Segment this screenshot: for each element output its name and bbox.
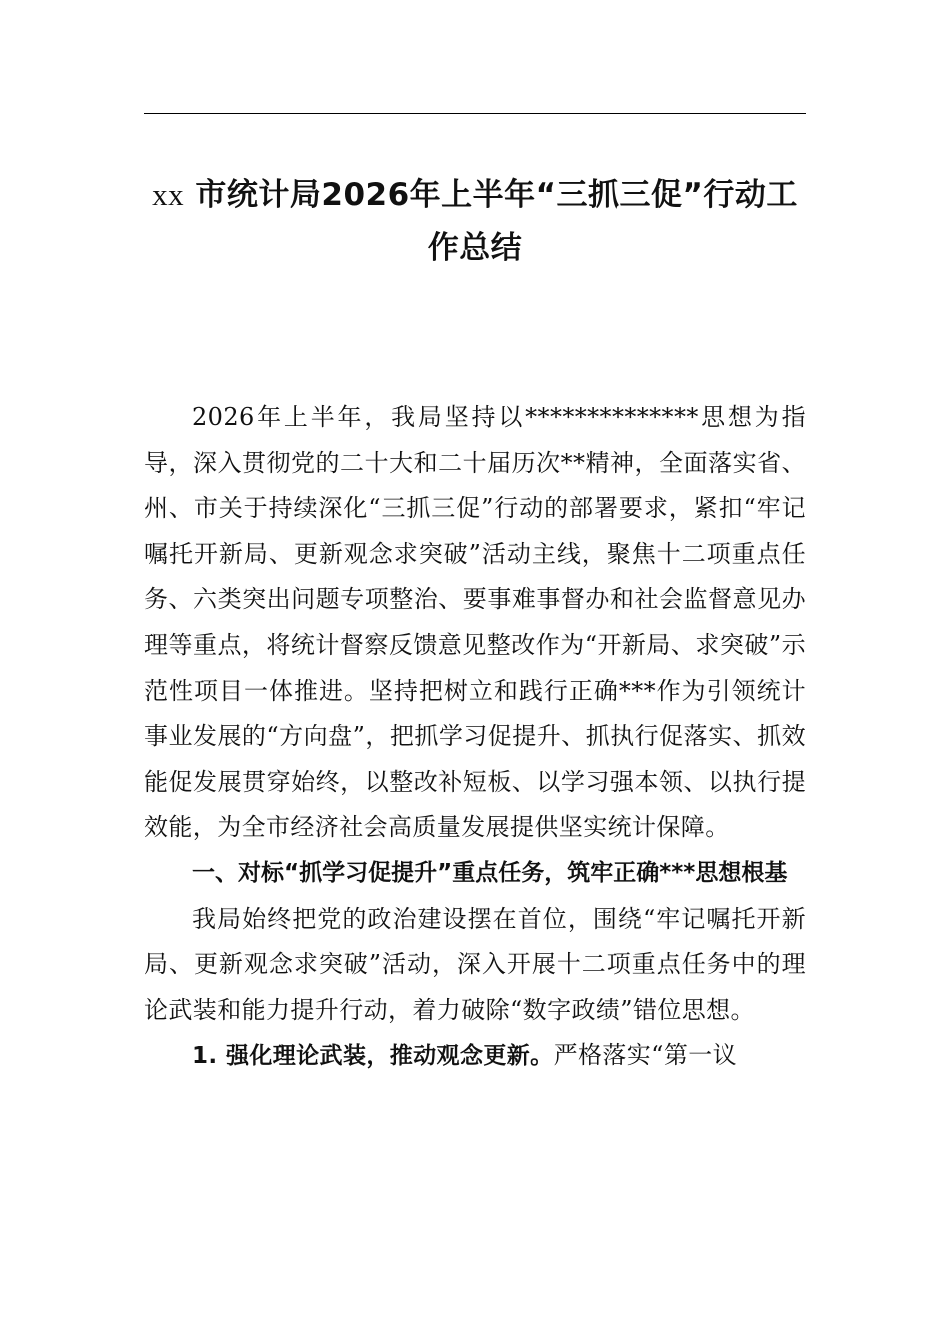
document-body [144,395,806,1080]
item-1-paragraph [144,1033,806,1080]
section-1-paragraph: 我局始终把党的政治建设摆在首位，围绕“牢记嘱托开新局、更新观念求突破”活动，深入开展十二项重点任务中的理论武装和能力提升行动，着力破除“数字政绩”错位思想。 [144,904,806,1024]
intro-paragraph: 2026年上半年，我局坚持以**************思想为指导，深入贯彻党的二十大和二十届历次**精神，全面落实省、州、市关于持续深化“三抓三促”行动的部署要求，紧扣“牢记嘱托开新局、更新观念求突破”活动主线，聚焦十二项重点任务、六类突出问题专项整治、要事难事督办和社会监督意见办理等重点，将统计督察反馈意见整改作为“开新局、求突破”示范性项目一体推进。坚持把树立和践行正确***作为引领统计事业发展的“方向盘”，把抓学习促提升、抓执行促落实、抓效能促发展贯穿始终，以整改补短板、以学习强本领、以执行提效能，为全市经济社会高质量发展提供坚实统计保障。 [144,403,806,842]
title-main: 市统计局2026年上半年“三抓三促”行动工作总结 [195,177,798,266]
item-1-lead: 1. 强化理论武装，推动观念更新。 [192,1043,554,1070]
item-1-text: 严格落实“第一议 [553,1041,738,1070]
section-heading-1: 一、对标“抓学习促提升”重点任务，筑牢正确***思想根基 [192,859,788,886]
header-rule [144,113,806,114]
title-prefix: xx [152,177,185,212]
document-title [144,168,806,275]
